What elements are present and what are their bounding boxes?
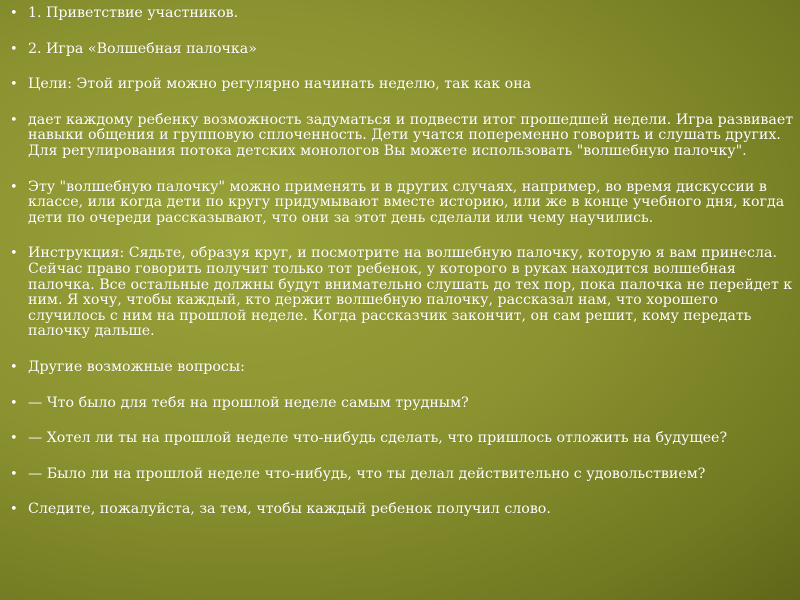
list-item bbox=[10, 467, 794, 483]
list-item-text: 1. Приветствие участников. bbox=[28, 5, 239, 21]
list-item-text: — Было ли на прошлой неделе что-нибудь, что ты делал действительно с удовольствием? bbox=[28, 465, 706, 482]
bullet-icon: • bbox=[10, 77, 18, 93]
bullet-icon: • bbox=[10, 466, 18, 482]
bullet-icon: • bbox=[10, 359, 18, 375]
list-item bbox=[10, 42, 794, 58]
list-item bbox=[10, 502, 794, 518]
bullet-icon: • bbox=[10, 246, 18, 262]
bullet-icon: • bbox=[10, 431, 18, 447]
list-item-text: — Что было для тебя на прошлой неделе самым трудным? bbox=[28, 394, 469, 411]
list-item bbox=[10, 246, 794, 340]
bullet-icon: • bbox=[10, 41, 18, 57]
bullet-list bbox=[10, 6, 794, 538]
list-item-text: Инструкция: Сядьте, образуя круг, и посмотрите на волшебную палочку, которую я вам принесла. Сейчас право говорить получит только тот ребенок, у которого в руках находится волшебная палочка. Все остальные должны будут внимательно слушать до тех пор, пока палочка не перейдет к ним. Я хочу, чтобы каждый, кто держит волшебную палочку, рассказал нам, что хорошего случилось с ним на прошлой неделе. Когда рассказчик закончит, он сам решит, кому передать палочку дальше. bbox=[28, 245, 793, 340]
list-item-text: дает каждому ребенку возможность задуматься и подвести итог прошедшей недели. Игра развивает навыки общения и групповую сплоченность. Дети учатся попеременно говорить и слушать других. Для регулирования потока детских монологов Вы можете использовать "волшебную палочку". bbox=[28, 111, 794, 159]
bullet-icon: • bbox=[10, 502, 18, 518]
list-item bbox=[10, 113, 794, 160]
list-item-text: Эту "волшебную палочку" можно применять и в других случаях, например, во время дискуссии в классе, или когда дети по кругу придумывают вместе историю, или же в конце учебного дня, когда дети по очереди рассказывают, что они за этот день сделали или чему научились. bbox=[28, 178, 785, 226]
list-item-text: Цели: Этой игрой можно регулярно начинать неделю, так как она bbox=[28, 76, 532, 93]
bullet-icon: • bbox=[10, 112, 18, 128]
list-item-text: Следите, пожалуйста, за тем, чтобы каждый ребенок получил слово. bbox=[28, 501, 551, 518]
list-item bbox=[10, 396, 794, 412]
list-item-text: — Хотел ли ты на прошлой неделе что-нибудь сделать, что пришлось отложить на будущее? bbox=[28, 430, 728, 447]
bullet-icon: • bbox=[10, 179, 18, 195]
list-item bbox=[10, 6, 794, 22]
bullet-icon: • bbox=[10, 395, 18, 411]
list-item bbox=[10, 360, 794, 376]
list-item bbox=[10, 77, 794, 93]
list-item-text: Другие возможные вопросы: bbox=[28, 358, 245, 375]
bullet-icon: • bbox=[10, 6, 18, 21]
list-item bbox=[10, 431, 794, 447]
list-item-text: 2. Игра «Волшебная палочка» bbox=[28, 40, 257, 57]
list-item bbox=[10, 180, 794, 227]
